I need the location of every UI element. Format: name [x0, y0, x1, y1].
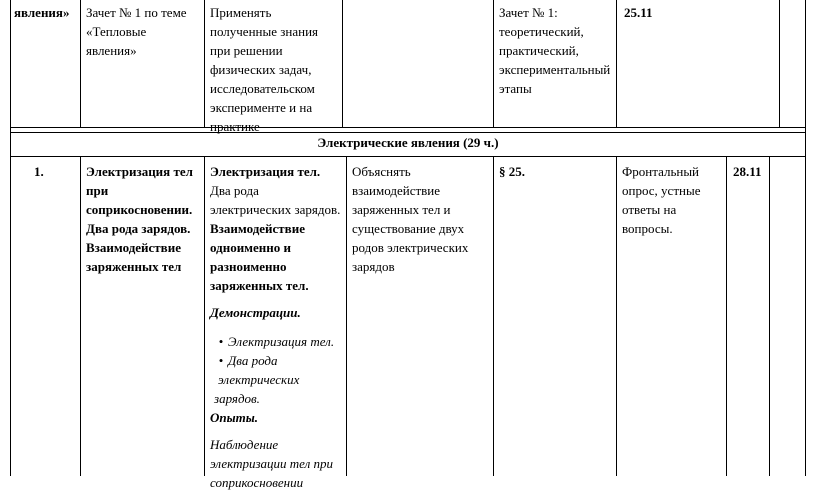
text-line: взаимодействие	[352, 183, 441, 198]
text-line: Электризация тел.	[228, 334, 335, 349]
column-divider	[346, 156, 347, 476]
column-divider	[616, 156, 617, 476]
text-line: экспериментальный	[499, 62, 611, 77]
demo-list	[214, 332, 340, 408]
column-divider	[493, 156, 494, 476]
text-line: Взаимодействие	[210, 221, 305, 236]
text-line: электрических	[218, 372, 300, 387]
text-line: зарядов.	[214, 391, 260, 406]
text-line: Два рода	[228, 353, 278, 368]
list-item	[214, 351, 340, 370]
text-line: Применять	[210, 5, 272, 20]
text-line: Два рода	[210, 183, 259, 198]
text-line: ответы на	[622, 202, 677, 217]
experiments-label: Опыты.	[210, 410, 259, 425]
lesson-date: 28.11	[733, 164, 762, 179]
paragraph-ref: § 25.	[499, 164, 525, 179]
text-line: полученные знания	[210, 24, 319, 39]
text-line: зарядов	[352, 259, 395, 274]
text-line: Зачет № 1:	[499, 5, 558, 20]
text-line: практический,	[499, 43, 579, 58]
goal-cell	[210, 3, 318, 136]
column-divider	[80, 156, 81, 476]
lesson-number: 1.	[34, 164, 44, 179]
text-line: этапы	[499, 81, 532, 96]
test-stages-cell	[499, 3, 610, 98]
text-line: Электризация тел	[86, 164, 193, 179]
text-line: электризации тел при	[210, 456, 334, 471]
text-line: заряженных тел и	[352, 202, 451, 217]
text-line: явления»	[86, 43, 137, 58]
text-line: заряженных тел.	[210, 278, 309, 293]
text-line: соприкосновении	[210, 475, 304, 490]
text-line: разноименно	[210, 259, 287, 274]
row-divider	[10, 127, 806, 128]
column-divider	[616, 0, 617, 128]
bullet-icon: •	[218, 353, 224, 368]
text-line: соприкосновении.	[86, 202, 193, 217]
column-divider	[805, 0, 806, 476]
text-line: «Тепловые	[86, 24, 147, 39]
text-line: Фронтальный	[622, 164, 700, 179]
column-divider	[769, 156, 770, 476]
column-divider	[204, 156, 205, 476]
text-line: электрических зарядов.	[210, 202, 341, 217]
text-line: Наблюдение	[210, 437, 279, 452]
content-title: Электризация тел.	[210, 164, 321, 179]
bullet-icon: •	[218, 334, 224, 349]
section-title: Электрические явления (29 ч.)	[317, 135, 499, 150]
list-item	[214, 332, 340, 351]
text-line: Объяснять	[352, 164, 411, 179]
lesson-content	[210, 162, 340, 492]
text-line: вопросы.	[622, 221, 673, 236]
text-line: при	[86, 183, 109, 198]
text-line: при решении	[210, 43, 283, 58]
text-line: исследовательском	[210, 81, 315, 96]
column-divider	[493, 0, 494, 128]
column-divider	[204, 0, 205, 128]
experiments-text	[210, 435, 340, 492]
lesson-goal	[352, 162, 468, 276]
text-line: существование двух	[352, 221, 465, 236]
column-divider	[342, 0, 343, 128]
text-line: заряженных тел	[86, 259, 182, 274]
test-cell	[86, 3, 187, 60]
text-line: практике	[210, 119, 260, 134]
column-divider	[726, 156, 727, 476]
text-line: эксперименте и на	[210, 100, 313, 115]
row-divider	[10, 156, 806, 157]
text-line: родов электрических	[352, 240, 469, 255]
text-line: теоретический,	[499, 24, 584, 39]
lesson-topic	[86, 162, 193, 276]
column-divider	[779, 0, 780, 128]
control-form	[622, 162, 700, 238]
column-divider	[80, 0, 81, 128]
demonstrations-label: Демонстрации.	[210, 305, 301, 320]
text-line: одноименно и	[210, 240, 292, 255]
text-line: Зачет № 1 по теме	[86, 5, 187, 20]
topic-cell-fragment: явления»	[14, 5, 70, 20]
text-line: Взаимодействие	[86, 240, 181, 255]
text-line: опрос, устные	[622, 183, 701, 198]
text-line: физических задач,	[210, 62, 312, 77]
column-divider	[10, 0, 11, 476]
date-cell: 25.11	[624, 5, 653, 20]
text-line: Два рода зарядов.	[86, 221, 191, 236]
